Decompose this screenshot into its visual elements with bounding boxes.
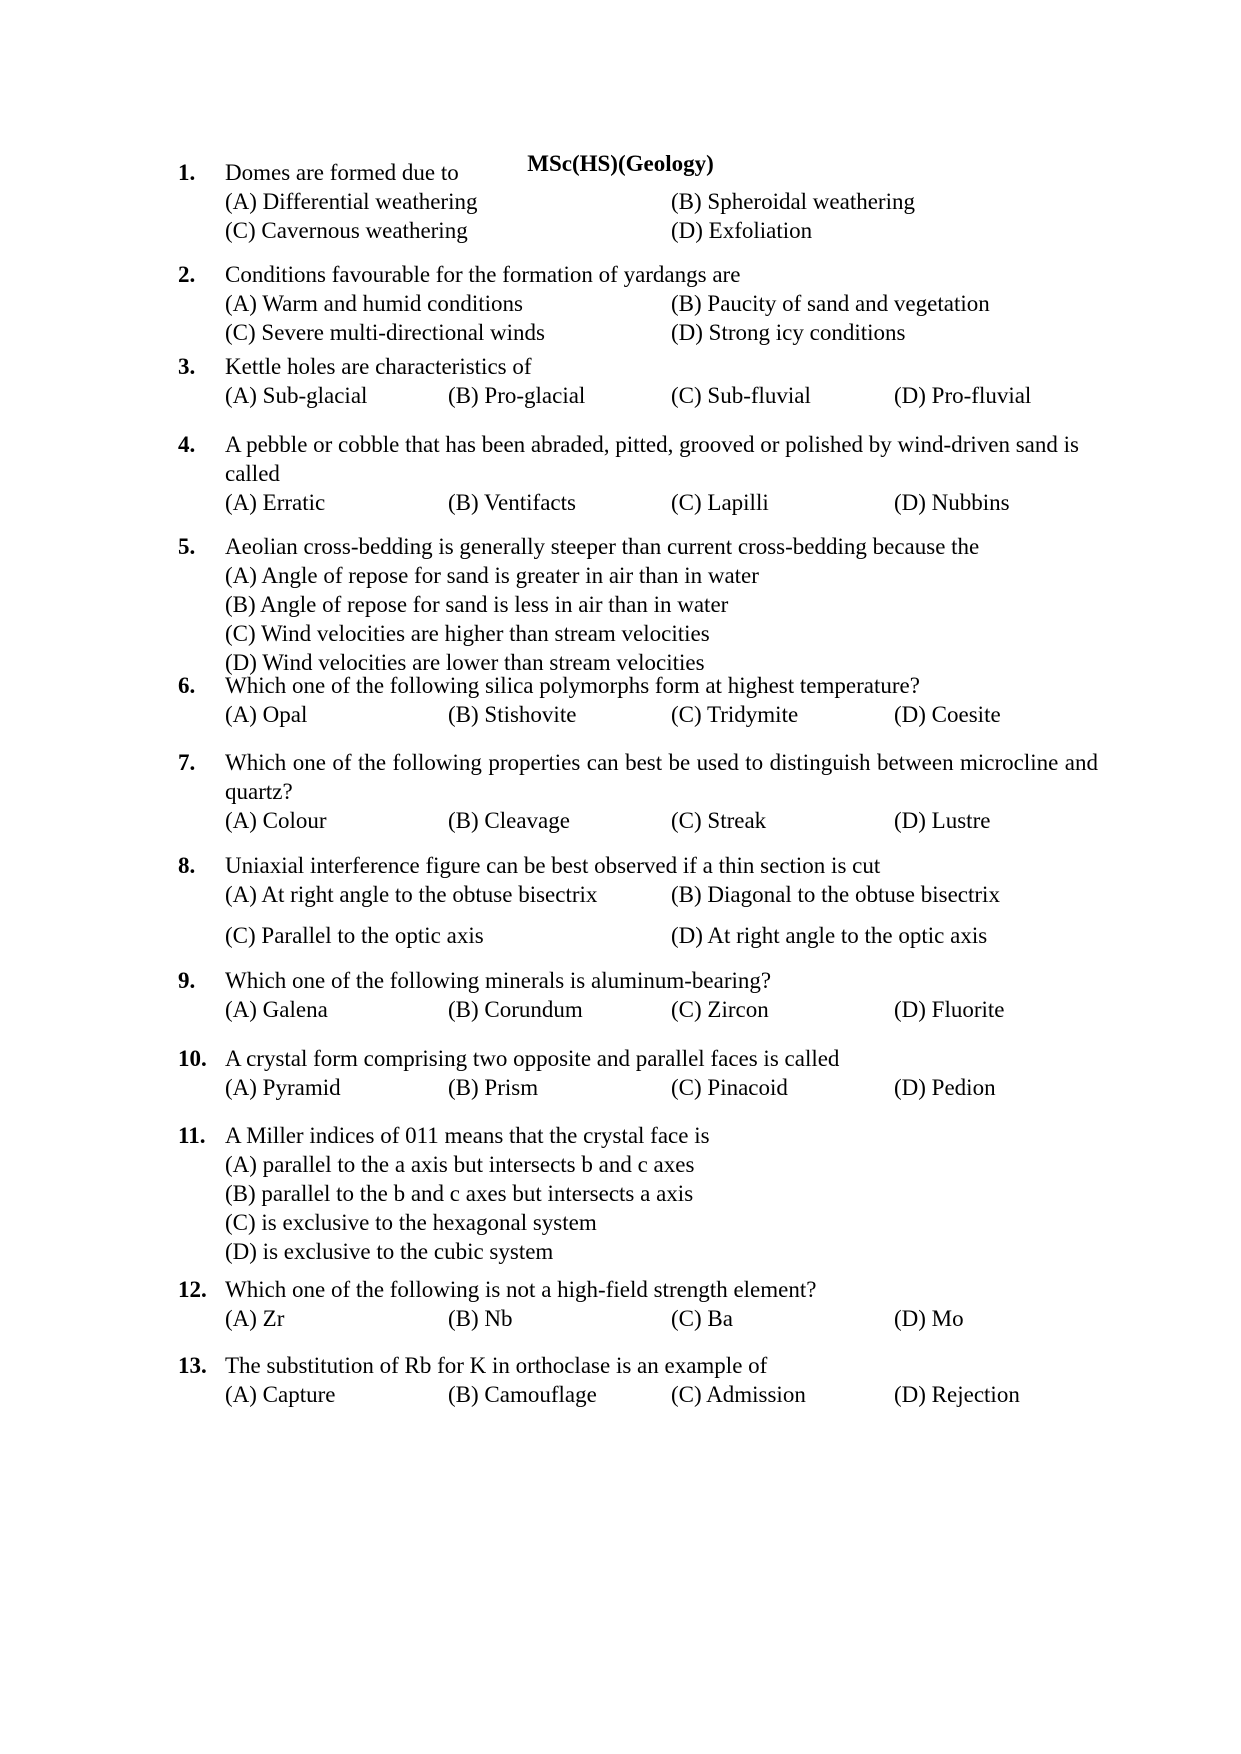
option-row: [225, 216, 1098, 245]
option-b: (B) Nb: [448, 1306, 513, 1331]
option-c: (C) Pinacoid: [671, 1075, 788, 1100]
question-stem: Which one of the following silica polymorphs form at highest temperature?: [225, 673, 920, 698]
option-d: (D) Rejection: [894, 1382, 1020, 1407]
question-number: 13.: [178, 1353, 207, 1378]
question-1: [178, 158, 1098, 245]
question-number: 2.: [178, 262, 196, 287]
question-stem: Which one of the following properties can best be used to distinguish between microcline and quartz?: [225, 750, 1098, 804]
option-c: (C) Parallel to the optic axis: [225, 923, 484, 948]
option-d: (D) Nubbins: [894, 490, 1010, 515]
option-a: (A) At right angle to the obtuse bisectrix: [225, 882, 598, 907]
option-d: (D) Fluorite: [894, 997, 1005, 1022]
option-row: [225, 700, 1098, 729]
question-number: 8.: [178, 853, 196, 878]
option-a: (A) Colour: [225, 808, 327, 833]
option-d: (D) is exclusive to the cubic system: [225, 1239, 554, 1264]
option-row: [225, 187, 1098, 216]
option-c: (C) Streak: [671, 808, 767, 833]
option-d: (D) At right angle to the optic axis: [671, 923, 988, 948]
option-a: (A) Sub-glacial: [225, 383, 368, 408]
question-stem: A crystal form comprising two opposite and parallel faces is called: [225, 1046, 840, 1071]
question-stem: Uniaxial interference figure can be best observed if a thin section is cut: [225, 853, 881, 878]
question-stem: Aeolian cross-bedding is generally steeper than current cross-bedding because the: [225, 534, 980, 559]
option-row: [225, 806, 1098, 835]
option-a: (A) parallel to the a axis but intersects b and c axes: [225, 1152, 695, 1177]
option-row: [225, 880, 1098, 909]
question-6: [178, 671, 1098, 729]
option-c: (C) Zircon: [671, 997, 769, 1022]
option-c: (C) Severe multi-directional winds: [225, 320, 546, 345]
question-number: 11.: [178, 1123, 206, 1148]
option-b: (B) Cleavage: [448, 808, 570, 833]
question-10: [178, 1044, 1098, 1102]
option-row: [225, 1380, 1098, 1409]
option-c: (C) Ba: [671, 1306, 733, 1331]
option-row: [225, 921, 1098, 950]
option-b: (B) parallel to the b and c axes but intersects a axis: [225, 1181, 694, 1206]
option-d: (D) Pedion: [894, 1075, 996, 1100]
option-b: (B) Ventifacts: [448, 490, 576, 515]
option-row: [225, 488, 1098, 517]
question-2: [178, 260, 1098, 347]
question-11: [178, 1121, 1098, 1266]
option-row: [225, 1304, 1098, 1333]
question-4: [178, 430, 1098, 517]
question-number: 7.: [178, 750, 196, 775]
question-stem: Which one of the following is not a high-field strength element?: [225, 1277, 817, 1302]
option-d: (D) Coesite: [894, 702, 1001, 727]
question-5: [178, 532, 1098, 677]
question-9: [178, 966, 1098, 1024]
option-b: (B) Stishovite: [448, 702, 577, 727]
question-stem: Which one of the following minerals is aluminum-bearing?: [225, 968, 772, 993]
question-stem: A Miller indices of 011 means that the crystal face is: [225, 1123, 710, 1148]
question-number: 9.: [178, 968, 196, 993]
option-d: (D) Exfoliation: [671, 218, 813, 243]
question-number: 10.: [178, 1046, 207, 1071]
question-13: [178, 1351, 1098, 1409]
option-b: (B) Spheroidal weathering: [671, 189, 915, 214]
option-row: [225, 995, 1098, 1024]
option-a: (A) Galena: [225, 997, 328, 1022]
option-c: (C) is exclusive to the hexagonal system: [225, 1210, 597, 1235]
option-c: (C) Lapilli: [671, 490, 769, 515]
question-number: 6.: [178, 673, 196, 698]
question-12: [178, 1275, 1098, 1333]
option-b: (B) Angle of repose for sand is less in air than in water: [225, 592, 729, 617]
option-c: (C) Tridymite: [671, 702, 799, 727]
option-a: (A) Differential weathering: [225, 189, 478, 214]
option-b: (B) Paucity of sand and vegetation: [671, 291, 990, 316]
option-c: (C) Wind velocities are higher than stream velocities: [225, 621, 710, 646]
option-a: (A) Angle of repose for sand is greater in air than in water: [225, 563, 759, 588]
question-stem: Conditions favourable for the formation of yardangs are: [225, 262, 741, 287]
page-title: MSc(HS)(Geology): [527, 151, 714, 176]
question-stem: The substitution of Rb for K in orthoclase is an example of: [225, 1353, 768, 1378]
option-row: [225, 289, 1098, 318]
option-d: (D) Mo: [894, 1306, 964, 1331]
question-number: 4.: [178, 432, 196, 457]
question-number: 12.: [178, 1277, 207, 1302]
option-b: (B) Prism: [448, 1075, 539, 1100]
option-d: (D) Strong icy conditions: [671, 320, 906, 345]
option-row: [225, 381, 1098, 410]
option-b: (B) Pro-glacial: [448, 383, 586, 408]
option-b: (B) Camouflage: [448, 1382, 597, 1407]
option-a: (A) Warm and humid conditions: [225, 291, 523, 316]
question-number: 5.: [178, 534, 196, 559]
question-3: [178, 352, 1098, 410]
option-b: (B) Diagonal to the obtuse bisectrix: [671, 882, 1000, 907]
option-c: (C) Sub-fluvial: [671, 383, 811, 408]
option-c: (C) Cavernous weathering: [225, 218, 468, 243]
question-stem: Domes are formed due to: [225, 160, 459, 185]
option-d: (D) Lustre: [894, 808, 991, 833]
option-a: (A) Zr: [225, 1306, 285, 1331]
option-b: (B) Corundum: [448, 997, 583, 1022]
option-a: (A) Pyramid: [225, 1075, 341, 1100]
question-number: 3.: [178, 354, 196, 379]
option-a: (A) Opal: [225, 702, 308, 727]
option-a: (A) Erratic: [225, 490, 326, 515]
option-d: (D) Wind velocities are lower than stream velocities: [225, 650, 705, 675]
question-8: [178, 851, 1098, 950]
option-a: (A) Capture: [225, 1382, 336, 1407]
option-row: [225, 318, 1098, 347]
option-c: (C) Admission: [671, 1382, 806, 1407]
question-stem: Kettle holes are characteristics of: [225, 354, 532, 379]
question-stem: A pebble or cobble that has been abraded, pitted, grooved or polished by wind-driven sand is called: [225, 432, 1079, 486]
question-7: [178, 748, 1098, 835]
question-number: 1.: [178, 160, 196, 185]
option-d: (D) Pro-fluvial: [894, 383, 1032, 408]
option-row: [225, 1073, 1098, 1102]
